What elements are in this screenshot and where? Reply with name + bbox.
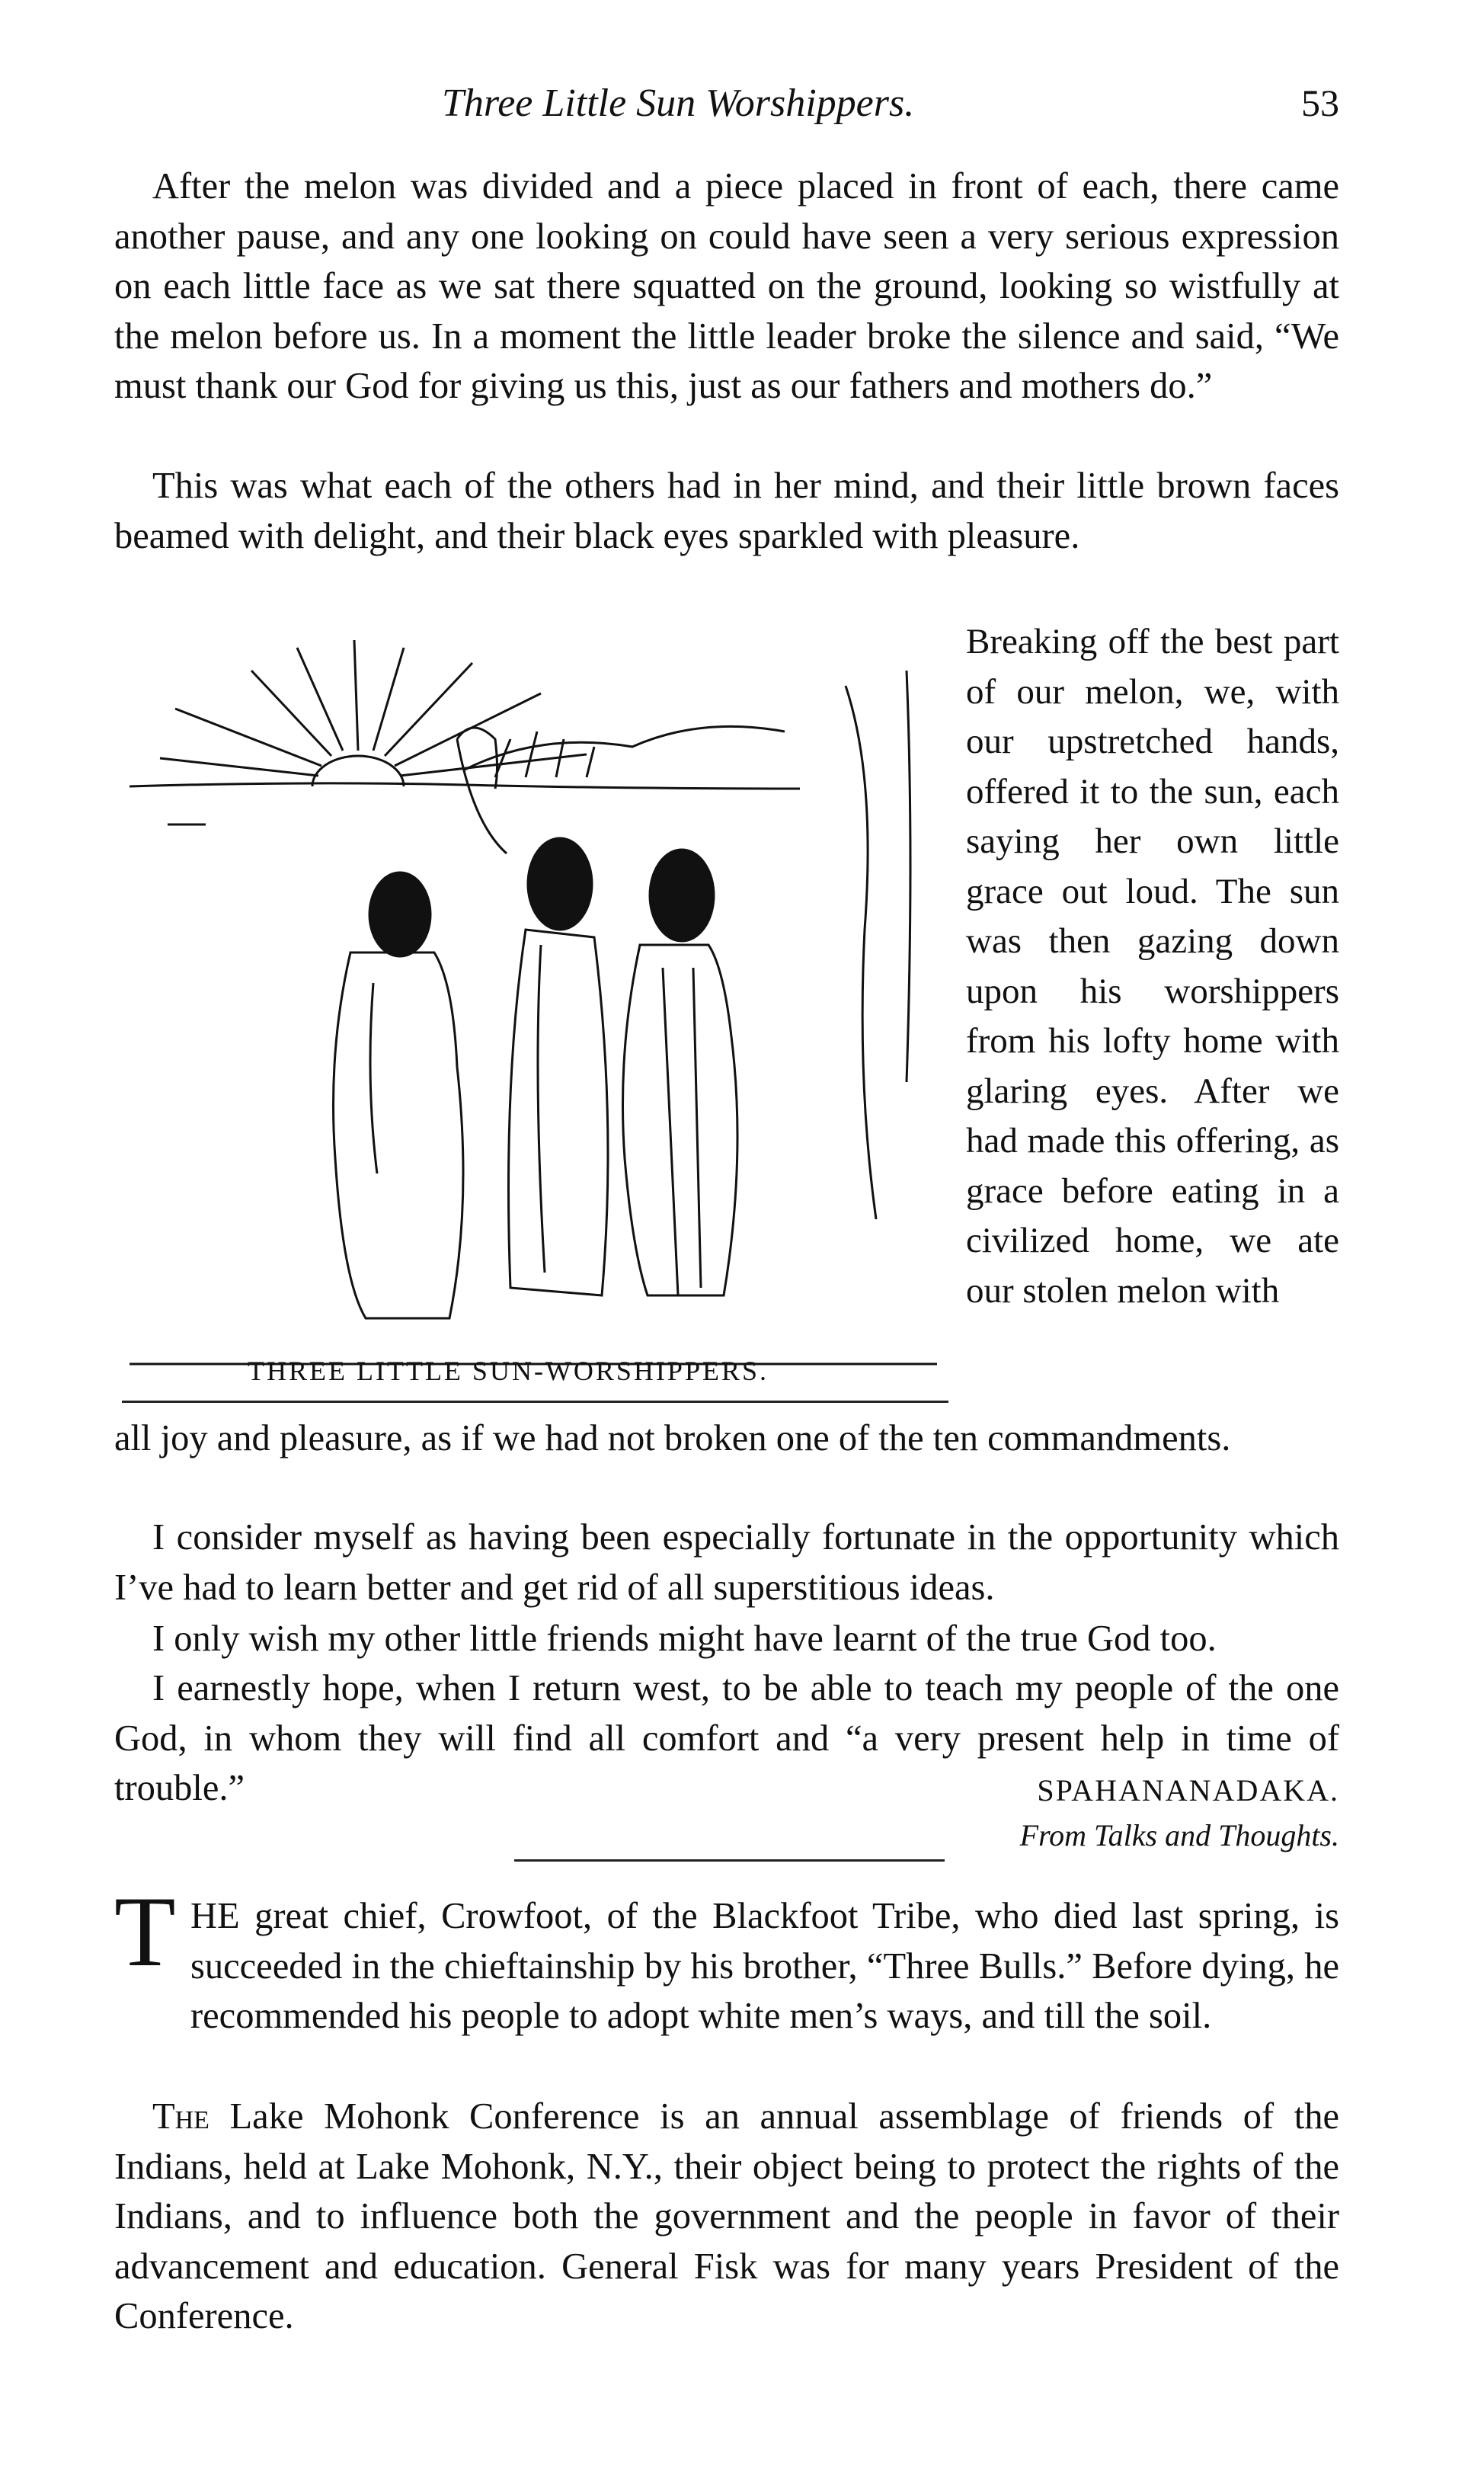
section-rule [514, 1859, 945, 1862]
source-citation: From Talks and Thoughts. [1019, 1818, 1339, 1852]
paragraph-offering-continued: all joy and pleasure, as if we had not broken one of the ten commandments. [114, 1418, 1231, 1458]
caption-rule [122, 1401, 948, 1403]
mohonk-text: Lake Mohonk Conference is an annual assemblage of friends of the Indians, held at Lake Mohonk, N.Y., their object being to protect the rights of the Indians, and to influence both the government and the people in favor of their advancement and education. General Fisk was for many years President of the Conference. [114, 2096, 1339, 2336]
author-signature: SPAHANANADAKA. [1037, 1773, 1339, 1807]
running-title: Three Little Sun Worshippers. [442, 82, 915, 125]
illustration-caption: THREE LITTLE SUN-WORSHIPPERS. [248, 1356, 769, 1386]
paragraph-fortunate: I consider myself as having been especially fortunate in the opportunity which I’ve had to learn better and get rid of all superstitious ideas. [114, 1517, 1339, 1608]
mohonk-lead: The [152, 2096, 209, 2137]
paragraph-melon-divided: After the melon was divided and a piece placed in front of each, there came another pause, and any one looking on could have seen a very serious expression on each little face as we sat there squatted on the ground, looking so wistfully at the melon before us. In a moment the little leader broke the silence and said, “We must thank our God for giving us this, just as our fathers and mothers do.” [114, 166, 1339, 406]
paragraph-faces-beamed: This was what each of the others had in her mind, and their little brown faces beamed with delight, and their black eyes sparkled with pleasure. [114, 466, 1339, 556]
paragraph-teach-people: I earnestly hope, when I return west, to be able to teach my people of the one God, in whom they will find all comfort and “a very present help in time of trouble.” [114, 1668, 1339, 1808]
paragraph-crowfoot [190, 1891, 1339, 2041]
crowfoot-text: HE great chief, Crowfoot, of the Blackfoot Tribe, who died last spring, is succeeded in the chieftainship by his brother, “Three Bulls.” Before dying, he recommended his people to adopt white men’s ways, and till the soil. [190, 1896, 1339, 2036]
paragraph-offering-wrap: Breaking off the best part of our melon, we, with our upstretched hands, offered it to the sun, each saying her own little grace out loud. The sun was then gazing down upon his worshippers from his lofty home with glaring eyes. After we had made this offering, as grace before eating in a civilized home, we ate our stolen melon with [966, 622, 1339, 1311]
drop-cap: T [114, 1875, 176, 1987]
sun-worshippers-illustration [114, 625, 952, 1372]
paragraph-mohonk [114, 2092, 1339, 2342]
paragraph-true-god: I only wish my other little friends might have learnt of the true God too. [152, 1619, 1217, 1659]
page-number: 53 [1301, 82, 1339, 124]
page-header [114, 81, 1339, 134]
